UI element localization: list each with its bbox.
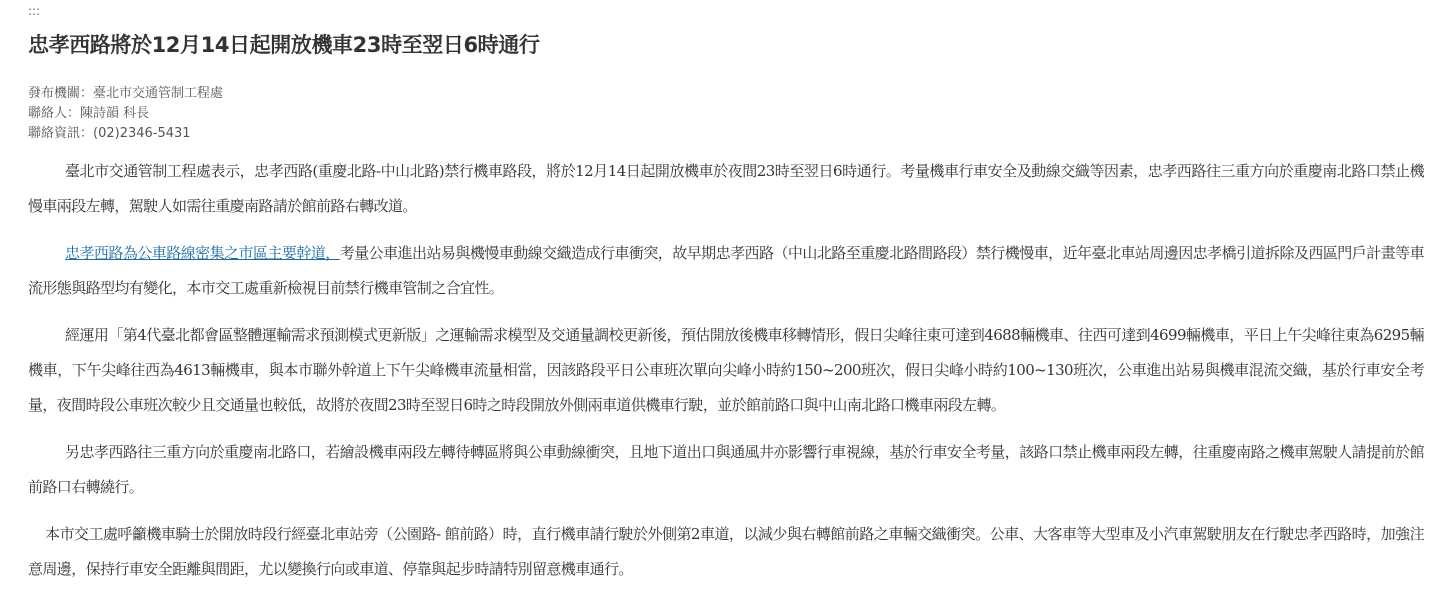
- paragraph-5: 本市交工處呼籲機車騎士於開放時段行經臺北車站旁（公園路- 館前路）時，直行機車請行駛於外側第2車道，以減少與右轉館前路之車輛交織衝突。公車、大客車等大型車及小汽車駕駛朋友在行駛忠孝西路時，加強注意周邊，保持行車安全距離與間距，尤以變換行向或車道、停靠與起步時請特別留意機車通行。: [28, 525, 1424, 578]
- accesskey-anchor[interactable]: :::: [28, 4, 41, 18]
- contact-row: [28, 104, 1424, 124]
- paragraph-4: 另忠孝西路往三重方向於重慶南北路口，若繪設機車兩段左轉待轉區將與公車動線衝突，且地下道出口與通風井亦影響行車視線，基於行車安全考量，該路口禁止機車兩段左轉，往重慶南路之機車駕駛人請提前於館前路口右轉繞行。: [28, 443, 1424, 496]
- page-title: 忠孝西路將於12月14日起開放機車23時至翌日6時通行: [28, 33, 540, 57]
- phone-label: 聯絡資訊：: [28, 126, 94, 141]
- paragraph-3: 經運用「第4代臺北都會區整體運輸需求預測模式更新版」之運輸需求模型及交通量調校更新後，預估開放後機車移轉情形，假日尖峰往東可達到4688輛機車、往西可達到4699輛機車，平日上午尖峰往東為6295輛機車，下午尖峰往西為4613輛機車，與本市聯外幹道上下午尖峰機車流量相當，因該路段平日公車班次單向尖峰小時約150~200班次，假日尖峰小時約100~130班次，公車進出站易與機車混流交織，基於行車安全考量，夜間時段公車班次較少且交通量也較低，故將於夜間23時至翌日6時之時段開放外側兩車道供機車行駛，並於館前路口與中山南北路口機車兩段左轉。: [28, 326, 1424, 414]
- arterial-road-link[interactable]: 忠孝西路為公車路線密集之市區主要幹道，: [65, 244, 340, 262]
- article-meta: [28, 84, 1424, 144]
- paragraph-2-text: 考量公車進出站易與機慢車動線交織造成行車衝突，故早期忠孝西路（中山北路至重慶北路間路段）禁行機慢車，近年臺北車站周邊因忠孝橋引道拆除及西區門戶計畫等車流形態與路型均有變化，本市交工處重新檢視目前禁行機車管制之合宜性。: [28, 244, 1424, 297]
- contact-label: 聯絡人：: [28, 106, 81, 121]
- paragraph-2: [28, 236, 1424, 306]
- paragraph-1: 臺北市交通管制工程處表示，忠孝西路(重慶北路-中山北路)禁行機車路段，將於12月14日起開放機車於夜間23時至翌日6時通行。考量機車行車安全及動線交織等因素，忠孝西路往三重方向於重慶南北路口禁止機慢車兩段左轉，駕駛人如需往重慶南路請於館前路右轉改道。: [28, 162, 1424, 215]
- phone-value: (02)2346-5431: [93, 126, 191, 141]
- contact-value: 陳詩韻 科長: [80, 106, 150, 121]
- phone-row: [28, 124, 1424, 144]
- news-article: [28, 0, 1424, 599]
- publisher-label: 發布機關：: [28, 86, 94, 101]
- publisher-row: [28, 84, 1424, 104]
- article-body: [28, 154, 1424, 587]
- publisher-value: 臺北市交通管制工程處: [93, 86, 224, 101]
